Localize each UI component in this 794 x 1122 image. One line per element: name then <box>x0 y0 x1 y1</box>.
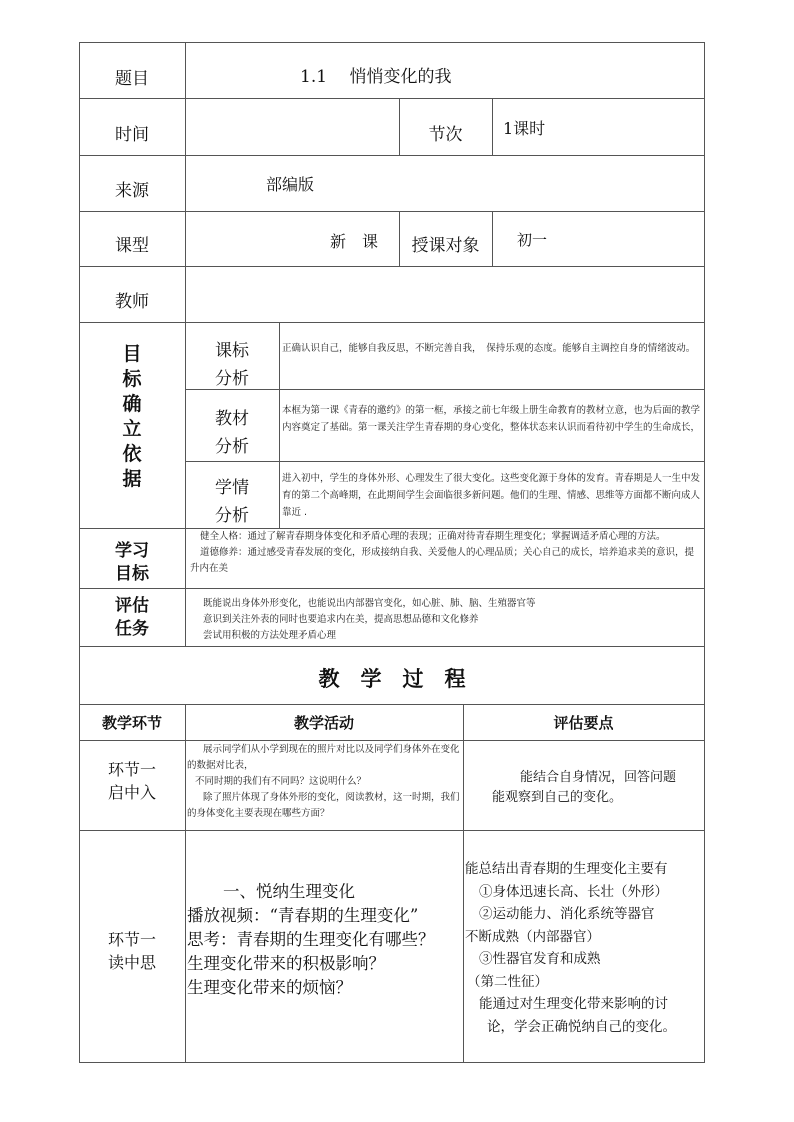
type-label: 课型 <box>115 236 149 256</box>
learning-goal-line: 道德修养：通过感受青春发展的变化，形成接纳自我、关爱他人的心理品质；关心自己的成长，培养追求美的意识，提升内在美 <box>190 547 695 574</box>
assessment-line: 尝试用积极的方法处理矛盾心理 <box>203 630 337 641</box>
stage-name: 环节一 读中思 <box>107 930 156 972</box>
source-value: 部编版 <box>266 175 315 194</box>
stage-activity: 一、悦纳生理变化 播放视频：“青春期的生理变化” 思考：青春期的生理变化有哪些？ 生理变化带来的积极影响？ 生理变化带来的烦恼？ <box>187 882 435 997</box>
textbook-analysis-text: 本框为第一课《青春的邀约》的第一框，承接之前七年级上册生命教育的教材立意，也为后面的教学内容奠定了基础。第一课关注学生青春期的身心变化，整体状态来认识而看待初中学生的生命成长， <box>282 405 701 433</box>
assessment-text <box>203 596 698 644</box>
goals-char: 立 <box>122 418 142 440</box>
type-value: 新 课 <box>330 232 379 251</box>
goals-char: 据 <box>122 468 142 490</box>
assessment-line: 既能说出身体外形变化，也能说出内部器官变化，如心脏、肺、脑、生殖器官等 <box>203 598 536 609</box>
student-analysis-text: 进入初中，学生的身体外形、心理发生了很大变化。这些变化源于身体的发育。青春期是人一生中发育的第二个高峰期，在此期间学生会面临很多新问题。他们的生理、情感、思维等方面都不断向成人靠近 . <box>282 473 701 518</box>
stage-points: 能结合自身情况，回答问题 能观察到自己的变化。 <box>492 770 677 805</box>
column-activity: 教学活动 <box>293 714 354 732</box>
goals-char: 确 <box>122 393 142 415</box>
assessment-label: 评估 任务 <box>115 596 149 639</box>
session-value: 1课时 <box>503 119 546 138</box>
session-label: 节次 <box>428 125 463 145</box>
audience-label: 授课对象 <box>411 236 480 256</box>
stage-points: 能总结出青春期的生理变化主要有 ①身体迅速长高、长壮（外形） ②运动能力、消化系统等器官 不断成熟（内部器官） ③性器官发育和成熟 （第二性征） 能通过对生理变化带来影响的讨 论，学会正确悦纳自己的变化。 <box>465 861 676 1035</box>
goals-label <box>119 342 145 492</box>
learning-goal-line: 健全人格：通过了解青春期身体变化和矛盾心理的表现；正确对待青春期生理变化；掌握调适矛盾心理的方法。 <box>200 531 666 542</box>
textbook-analysis-label: 教材 分析 <box>215 409 249 457</box>
time-value[interactable] <box>195 120 390 142</box>
teacher-value[interactable] <box>195 287 690 309</box>
column-stage: 教学环节 <box>101 714 162 732</box>
student-analysis-label: 学情 分析 <box>215 478 249 526</box>
assessment-line: 意识到关注外表的同时也要追求内在美，提高思想品德和文化修养 <box>203 614 479 625</box>
process-title: 教 学 过 程 <box>318 667 466 691</box>
goals-char: 目 <box>122 343 142 365</box>
audience-value: 初一 <box>517 231 548 249</box>
goals-char: 标 <box>122 368 142 390</box>
time-label: 时间 <box>115 125 149 145</box>
source-label: 来源 <box>115 181 149 201</box>
curriculum-analysis-label: 课标 分析 <box>215 341 249 389</box>
learning-goals-label: 学习 目标 <box>115 541 149 584</box>
topic-value: 1.1 悄悄变化的我 <box>300 67 452 87</box>
curriculum-analysis-text: 正确认识自己，能够自我反思，不断完善自我， 保持乐观的态度。能够自主调控自身的情绪波动。 <box>282 343 696 354</box>
teacher-label: 教师 <box>115 292 149 312</box>
column-points: 评估要点 <box>553 714 614 732</box>
stage-name: 环节一 启中入 <box>107 760 156 802</box>
learning-goals-text <box>190 529 702 577</box>
goals-char: 依 <box>122 443 142 465</box>
stage-activity: 展示同学们从小学到现在的照片对比以及同学们身体外在变化的数据对比表， 不同时期的我们有不同吗？这说明什么？ 除了照片体现了身体外形的变化，阅读教材，这一时期，我们的身体变化主要表现在哪些方面？ <box>187 744 460 819</box>
topic-label: 题目 <box>115 69 149 89</box>
